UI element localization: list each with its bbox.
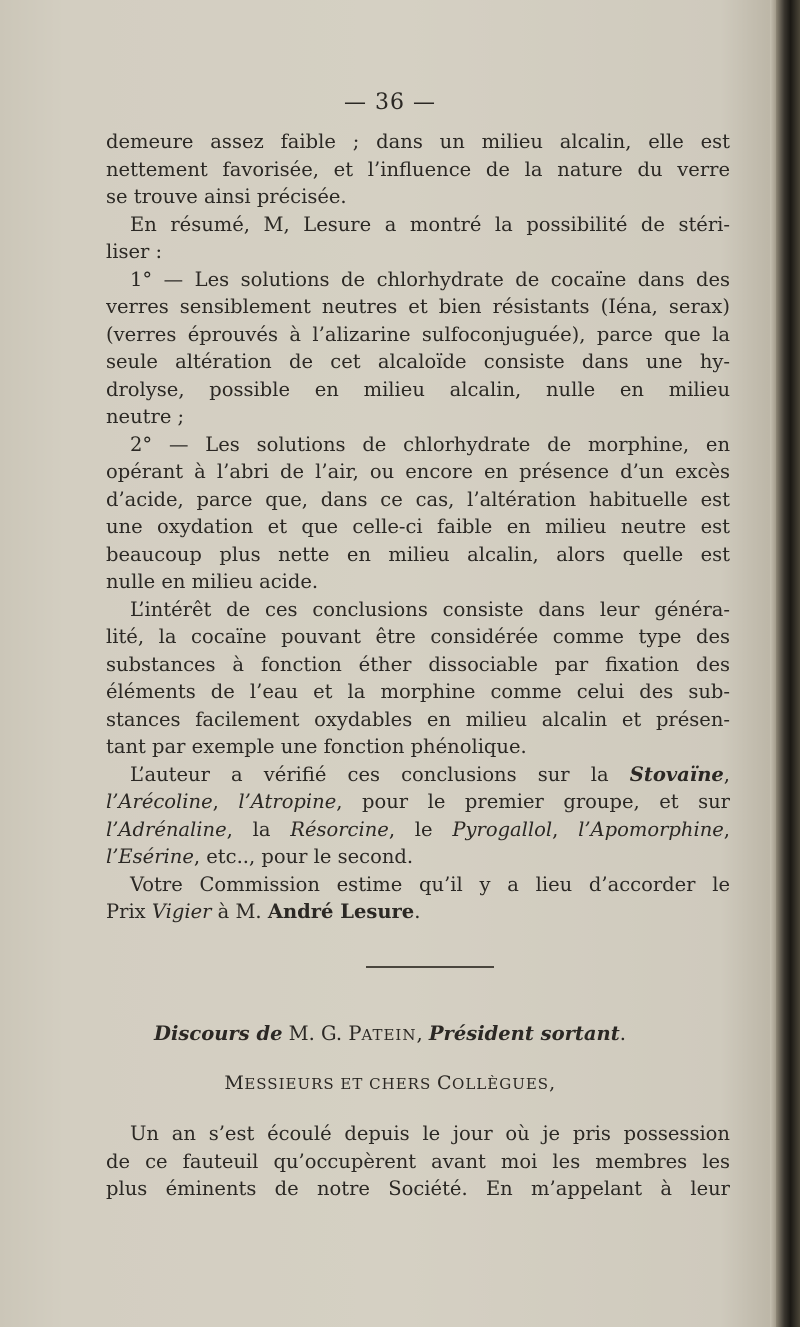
body-text-line: 1° — Les solutions de chlorhydrate de cocaïne dans des bbox=[130, 267, 730, 291]
speech-text bbox=[106, 1120, 730, 1203]
body-text-line: seule altération de cet alcaloïde consiste dans une hy- bbox=[106, 350, 730, 373]
verification-line-3 bbox=[106, 816, 730, 844]
text-run: , bbox=[552, 817, 579, 841]
body-text-line: opérant à l’abri de l’air, ou encore en présence d’un excès bbox=[106, 460, 730, 483]
commission-line-2 bbox=[106, 898, 730, 926]
text-run: , bbox=[723, 762, 730, 786]
body-text-line: L’intérêt de ces conclusions consiste dans leur généra- bbox=[130, 597, 730, 621]
product-name-eserine: l’Esérine bbox=[106, 845, 194, 868]
body-text-line: tant par exemple une fonction phénolique. bbox=[106, 735, 527, 758]
body-lines bbox=[106, 128, 730, 761]
speech-text-line: Un an s’est écoulé depuis le jour où je pris possession bbox=[130, 1122, 730, 1145]
heading-text: Président sortant bbox=[428, 1022, 620, 1045]
product-name-atropine: l’Atropine bbox=[238, 790, 337, 813]
body-text-line: neutre ; bbox=[106, 405, 185, 428]
body-text-line: (verres éprouvés à l’alizarine sulfoconjuguée), parce que la bbox=[106, 322, 730, 346]
heading-text: . bbox=[619, 1022, 626, 1045]
text-run: à M. bbox=[211, 900, 268, 923]
body-text-line: 2° — Les solutions de chlorhydrate de morphine, en bbox=[130, 432, 730, 456]
speech-text-line: de ce fauteuil qu’occupèrent avant moi les membres les bbox=[106, 1149, 730, 1173]
page-number: — 36 — bbox=[344, 90, 436, 115]
heading-text: , bbox=[416, 1022, 429, 1045]
salutation-text: OLLÈGUES bbox=[452, 1075, 550, 1093]
text-run: , bbox=[723, 817, 730, 841]
text-run: Prix bbox=[106, 900, 152, 923]
book-spine bbox=[776, 0, 800, 1327]
body-text-line: d’acide, parce que, dans ce cas, l’altération habituelle est bbox=[106, 487, 730, 511]
verification-line-2 bbox=[106, 788, 730, 816]
laureate-name: André Lesure bbox=[267, 900, 415, 923]
commission-line-1: Votre Commission estime qu’il y a lieu d’accorder le bbox=[130, 872, 730, 896]
salutation-text: M bbox=[224, 1072, 245, 1094]
body-text-line: substances à fonction éther dissociable par fixation des bbox=[106, 652, 730, 676]
body-text-line: nettement favorisée, et l’influence de la nature du verre bbox=[106, 157, 730, 181]
product-name-resorcine: Résorcine bbox=[290, 817, 389, 841]
body-text-line: En résumé, M, Lesure a montré la possibilité de stéri- bbox=[130, 212, 730, 236]
heading-text: Discours de bbox=[154, 1022, 283, 1045]
section-divider bbox=[366, 966, 494, 968]
section-heading bbox=[0, 1020, 780, 1049]
product-name-apomorphine: l’Apomorphine bbox=[578, 817, 724, 841]
speech-text-line: plus éminents de notre Société. En m’appelant à leur bbox=[106, 1177, 730, 1200]
product-name-arecoline: l’Arécoline bbox=[106, 790, 213, 813]
product-name-stovaine: Stovaïne bbox=[629, 762, 724, 786]
body-text-line: lité, la cocaïne pouvant être considérée comme type des bbox=[106, 625, 730, 648]
body-text-line: verres sensiblement neutres et bien résistants (Iéna, serax) bbox=[106, 295, 730, 318]
verification-line-1 bbox=[106, 761, 730, 789]
body-text-line: éléments de l’eau et la morphine comme celui des sub- bbox=[106, 680, 730, 703]
text-run: L’auteur a vérifié ces conclusions sur la bbox=[130, 762, 630, 786]
prize-name: Vigier bbox=[151, 900, 212, 923]
text-run: , pour le premier groupe, et sur bbox=[336, 790, 730, 813]
body-text-line: se trouve ainsi précisée. bbox=[106, 185, 347, 208]
verification-line-4 bbox=[106, 843, 730, 871]
body-text bbox=[106, 128, 730, 926]
salutation bbox=[0, 1070, 780, 1098]
salutation-text: C bbox=[437, 1072, 453, 1094]
text-run: , bbox=[212, 790, 239, 813]
salutation-text: ESSIEURS ET CHERS bbox=[244, 1075, 437, 1093]
body-text-line: une oxydation et que celle-ci faible en milieu neutre est bbox=[106, 515, 730, 538]
body-text-line: beaucoup plus nette en milieu alcalin, alors quelle est bbox=[106, 542, 730, 566]
body-text-line: liser : bbox=[106, 240, 163, 263]
body-text-line: nulle en milieu acide. bbox=[106, 570, 319, 593]
body-text-line: stances facilement oxydables en milieu alcalin et présen- bbox=[106, 707, 730, 731]
product-name-adrenaline: l’Adrénaline bbox=[106, 817, 227, 841]
salutation-text: , bbox=[549, 1072, 556, 1094]
text-run: . bbox=[414, 900, 421, 923]
text-run: , la bbox=[226, 817, 291, 841]
heading-text: M. G. P bbox=[282, 1022, 362, 1045]
product-name-pyrogallol: Pyrogallol bbox=[452, 817, 553, 841]
text-run: , le bbox=[388, 817, 453, 841]
body-text-line: drolyse, possible en milieu alcalin, nulle en milieu bbox=[106, 377, 730, 401]
body-text-line: demeure assez faible ; dans un milieu alcalin, elle est bbox=[106, 130, 730, 153]
text-run: , etc.., pour le second. bbox=[193, 845, 414, 868]
heading-text: ATEIN bbox=[361, 1026, 417, 1044]
